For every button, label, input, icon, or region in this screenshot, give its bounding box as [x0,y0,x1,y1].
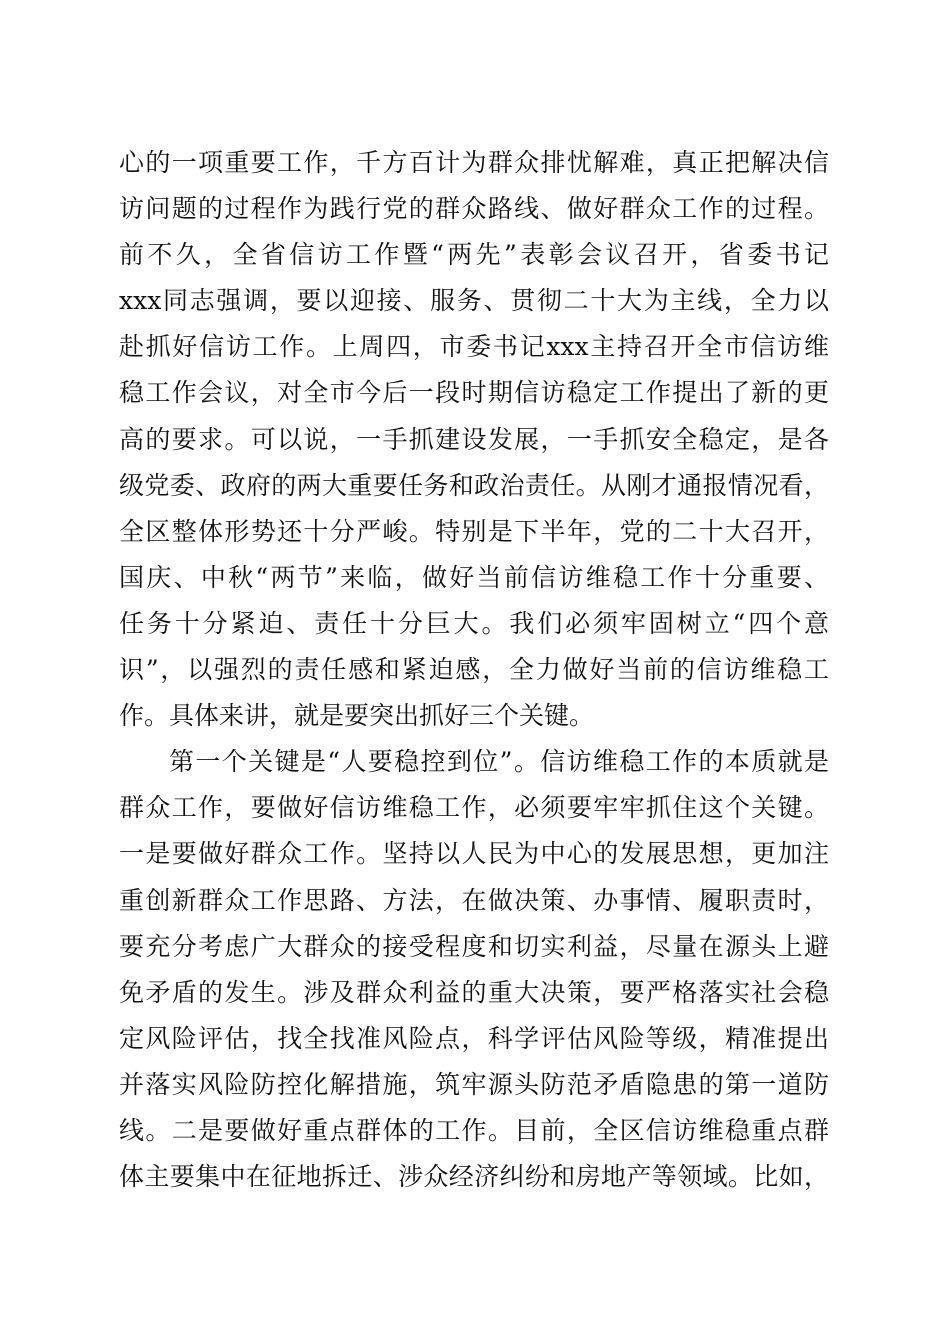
text-line: xxx同志强调，要以迎接、服务、贯彻二十大为主线，全力以 [119,286,829,316]
text-line: 前不久，全省信访工作暨“两先”表彰会议召开，省委书记 [119,240,829,270]
text-line: 体主要集中在征地拆迁、涉众经济纠纷和房地产等领域。比如， [119,1162,829,1192]
text-line: 访问题的过程作为践行党的群众路线、做好群众工作的过程。 [119,194,829,224]
text-line: 一是要做好群众工作。坚持以人民为中心的发展思想，更加注 [119,839,829,869]
text-line: 高的要求。可以说，一手抓建设发展，一手抓安全稳定，是各 [119,424,829,454]
text-line: 赴抓好信访工作。上周四，市委书记xxx主持召开全市信访维 [119,332,829,362]
text-line: 级党委、政府的两大重要任务和政治责任。从刚才通报情况看， [119,470,829,500]
text-line: 任务十分紧迫、责任十分巨大。我们必须牢固树立“四个意 [119,608,829,638]
document-body [119,140,829,1200]
text-line: 国庆、中秋“两节”来临，做好当前信访维稳工作十分重要、 [119,562,829,592]
text-line: 心的一项重要工作，千方百计为群众排忧解难，真正把解决信 [119,148,829,177]
text-line: 全区整体形势还十分严峻。特别是下半年，党的二十大召开， [119,516,829,546]
text-line: 免矛盾的发生。涉及群众利益的重大决策，要严格落实社会稳 [119,977,829,1007]
paragraph-start-line: 第一个关键是“人要稳控到位”。信访维稳工作的本质就是 [169,747,829,777]
text-line: 定风险评估，找全找准风险点，科学评估风险等级，精准提出 [119,1023,829,1053]
text-line: 线。二是要做好重点群体的工作。目前，全区信访维稳重点群 [119,1115,829,1145]
text-line: 作。具体来讲，就是要突出抓好三个关键。 [119,701,595,731]
text-line: 群众工作，要做好信访维稳工作，必须要牢牢抓住这个关键。 [119,793,829,823]
text-line: 重创新群众工作思路、方法，在做决策、办事情、履职责时， [119,885,829,915]
text-line: 要充分考虑广大群众的接受程度和切实利益，尽量在源头上避 [119,931,829,961]
text-line: 识”，以强烈的责任感和紧迫感，全力做好当前的信访维稳工 [119,655,829,685]
text-line: 稳工作会议，对全市今后一段时期信访稳定工作提出了新的更 [119,378,829,408]
text-line: 并落实风险防控化解措施，筑牢源头防范矛盾隐患的第一道防 [119,1069,829,1099]
